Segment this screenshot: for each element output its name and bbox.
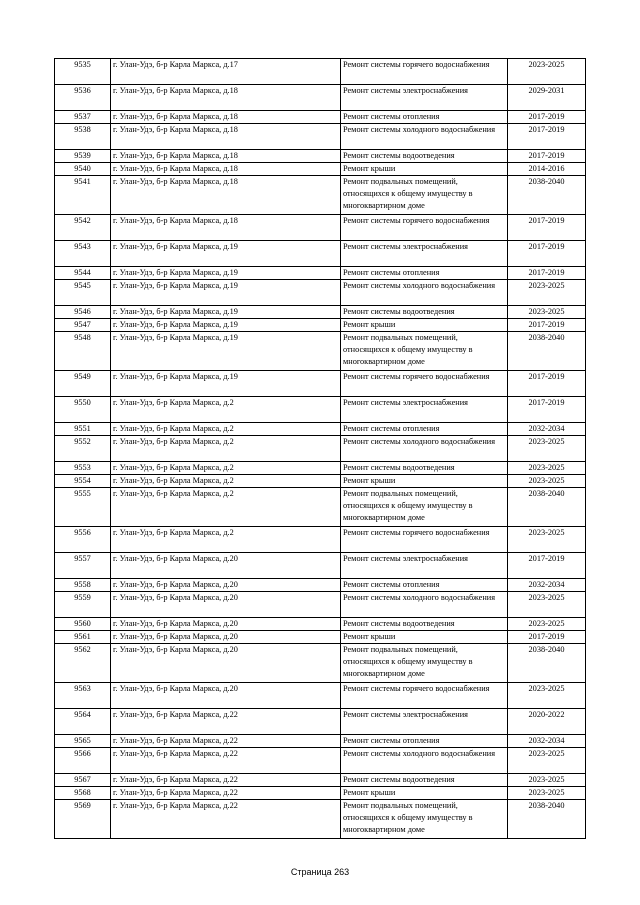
- row-number: 9568: [55, 787, 111, 800]
- table-row: [55, 579, 586, 592]
- row-period: 2038-2040: [508, 644, 586, 683]
- row-work-type: Ремонт системы горячего водоснабжения: [341, 371, 508, 397]
- row-number: 9559: [55, 592, 111, 618]
- row-address: г. Улан-Удэ, б-р Карла Маркса, д.18: [111, 111, 341, 124]
- row-period: 2017-2019: [508, 215, 586, 241]
- row-address: г. Улан-Удэ, б-р Карла Маркса, д.2: [111, 488, 341, 527]
- table-row: [55, 787, 586, 800]
- row-work-type: Ремонт системы холодного водоснабжения: [341, 436, 508, 462]
- row-work-type: Ремонт системы водоотведения: [341, 618, 508, 631]
- row-address: г. Улан-Удэ, б-р Карла Маркса, д.18: [111, 163, 341, 176]
- row-work-type: Ремонт системы холодного водоснабжения: [341, 280, 508, 306]
- table-row: [55, 215, 586, 241]
- row-work-type: Ремонт системы электроснабжения: [341, 397, 508, 423]
- row-period: 2023-2025: [508, 683, 586, 709]
- row-period: 2017-2019: [508, 397, 586, 423]
- row-number: 9548: [55, 332, 111, 371]
- table-row: [55, 748, 586, 774]
- table-row: [55, 800, 586, 839]
- row-period: 2017-2019: [508, 553, 586, 579]
- row-period: 2038-2040: [508, 488, 586, 527]
- row-number: 9538: [55, 124, 111, 150]
- table-row: [55, 150, 586, 163]
- table-row: [55, 462, 586, 475]
- row-period: 2023-2025: [508, 774, 586, 787]
- row-work-type: Ремонт системы водоотведения: [341, 774, 508, 787]
- row-address: г. Улан-Удэ, б-р Карла Маркса, д.19: [111, 280, 341, 306]
- row-number: 9547: [55, 319, 111, 332]
- table-body: [55, 59, 586, 839]
- row-number: 9556: [55, 527, 111, 553]
- table-row: [55, 85, 586, 111]
- row-address: г. Улан-Удэ, б-р Карла Маркса, д.20: [111, 618, 341, 631]
- row-address: г. Улан-Удэ, б-р Карла Маркса, д.2: [111, 527, 341, 553]
- row-period: 2023-2025: [508, 475, 586, 488]
- row-number: 9541: [55, 176, 111, 215]
- row-work-type: Ремонт системы электроснабжения: [341, 241, 508, 267]
- table-row: [55, 436, 586, 462]
- row-period: 2032-2034: [508, 423, 586, 436]
- row-number: 9535: [55, 59, 111, 85]
- row-work-type: Ремонт системы горячего водоснабжения: [341, 59, 508, 85]
- table-row: [55, 683, 586, 709]
- row-number: 9546: [55, 306, 111, 319]
- row-address: г. Улан-Удэ, б-р Карла Маркса, д.18: [111, 215, 341, 241]
- row-number: 9537: [55, 111, 111, 124]
- table-row: [55, 124, 586, 150]
- row-period: 2038-2040: [508, 332, 586, 371]
- row-work-type: Ремонт системы электроснабжения: [341, 709, 508, 735]
- row-address: г. Улан-Удэ, б-р Карла Маркса, д.19: [111, 241, 341, 267]
- row-address: г. Улан-Удэ, б-р Карла Маркса, д.20: [111, 683, 341, 709]
- table-row: [55, 475, 586, 488]
- page-number: Страница 263: [290, 867, 350, 877]
- row-number: 9555: [55, 488, 111, 527]
- row-number: 9563: [55, 683, 111, 709]
- row-number: 9552: [55, 436, 111, 462]
- row-number: 9566: [55, 748, 111, 774]
- row-address: г. Улан-Удэ, б-р Карла Маркса, д.22: [111, 709, 341, 735]
- row-work-type: Ремонт системы водоотведения: [341, 462, 508, 475]
- row-address: г. Улан-Удэ, б-р Карла Маркса, д.2: [111, 436, 341, 462]
- row-period: 2020-2022: [508, 709, 586, 735]
- table-row: [55, 553, 586, 579]
- row-address: г. Улан-Удэ, б-р Карла Маркса, д.19: [111, 306, 341, 319]
- row-address: г. Улан-Удэ, б-р Карла Маркса, д.19: [111, 319, 341, 332]
- row-work-type: Ремонт крыши: [341, 787, 508, 800]
- row-work-type: Ремонт подвальных помещений, относящихся к общему имуществу в многоквартирном доме: [341, 644, 508, 683]
- row-period: 2023-2025: [508, 527, 586, 553]
- row-work-type: Ремонт крыши: [341, 319, 508, 332]
- row-period: 2023-2025: [508, 436, 586, 462]
- row-number: 9569: [55, 800, 111, 839]
- row-period: 2017-2019: [508, 267, 586, 280]
- row-number: 9567: [55, 774, 111, 787]
- row-period: 2017-2019: [508, 319, 586, 332]
- table-row: [55, 631, 586, 644]
- table-row: [55, 371, 586, 397]
- row-work-type: Ремонт системы отопления: [341, 579, 508, 592]
- row-period: 2029-2031: [508, 85, 586, 111]
- table-row: [55, 527, 586, 553]
- row-work-type: Ремонт системы водоотведения: [341, 306, 508, 319]
- row-number: 9564: [55, 709, 111, 735]
- row-number: 9540: [55, 163, 111, 176]
- row-work-type: Ремонт крыши: [341, 163, 508, 176]
- row-number: 9551: [55, 423, 111, 436]
- row-period: 2023-2025: [508, 462, 586, 475]
- table-row: [55, 306, 586, 319]
- table-row: [55, 735, 586, 748]
- row-address: г. Улан-Удэ, б-р Карла Маркса, д.2: [111, 462, 341, 475]
- row-period: 2017-2019: [508, 124, 586, 150]
- row-address: г. Улан-Удэ, б-р Карла Маркса, д.2: [111, 397, 341, 423]
- row-number: 9560: [55, 618, 111, 631]
- row-address: г. Улан-Удэ, б-р Карла Маркса, д.19: [111, 332, 341, 371]
- row-address: г. Улан-Удэ, б-р Карла Маркса, д.20: [111, 579, 341, 592]
- row-number: 9544: [55, 267, 111, 280]
- row-work-type: Ремонт системы холодного водоснабжения: [341, 748, 508, 774]
- table-row: [55, 241, 586, 267]
- row-address: г. Улан-Удэ, б-р Карла Маркса, д.19: [111, 267, 341, 280]
- row-period: 2017-2019: [508, 111, 586, 124]
- row-address: г. Улан-Удэ, б-р Карла Маркса, д.22: [111, 735, 341, 748]
- row-period: 2017-2019: [508, 150, 586, 163]
- row-work-type: Ремонт подвальных помещений, относящихся к общему имуществу в многоквартирном доме: [341, 176, 508, 215]
- row-period: 2014-2016: [508, 163, 586, 176]
- table-row: [55, 319, 586, 332]
- row-period: 2032-2034: [508, 579, 586, 592]
- row-address: г. Улан-Удэ, б-р Карла Маркса, д.17: [111, 59, 341, 85]
- table-row: [55, 267, 586, 280]
- row-work-type: Ремонт системы отопления: [341, 423, 508, 436]
- row-address: г. Улан-Удэ, б-р Карла Маркса, д.22: [111, 787, 341, 800]
- row-address: г. Улан-Удэ, б-р Карла Маркса, д.18: [111, 85, 341, 111]
- row-address: г. Улан-Удэ, б-р Карла Маркса, д.22: [111, 774, 341, 787]
- table-row: [55, 592, 586, 618]
- row-work-type: Ремонт системы горячего водоснабжения: [341, 215, 508, 241]
- row-address: г. Улан-Удэ, б-р Карла Маркса, д.22: [111, 800, 341, 839]
- repair-schedule-table: [54, 58, 586, 839]
- table-row: [55, 709, 586, 735]
- row-number: 9536: [55, 85, 111, 111]
- row-work-type: Ремонт системы горячего водоснабжения: [341, 527, 508, 553]
- table-row: [55, 774, 586, 787]
- table-row: [55, 280, 586, 306]
- row-number: 9542: [55, 215, 111, 241]
- row-period: 2023-2025: [508, 618, 586, 631]
- row-work-type: Ремонт системы отопления: [341, 111, 508, 124]
- row-address: г. Улан-Удэ, б-р Карла Маркса, д.18: [111, 150, 341, 163]
- row-address: г. Улан-Удэ, б-р Карла Маркса, д.19: [111, 371, 341, 397]
- row-period: 2017-2019: [508, 371, 586, 397]
- row-address: г. Улан-Удэ, б-р Карла Маркса, д.22: [111, 748, 341, 774]
- row-work-type: Ремонт системы горячего водоснабжения: [341, 683, 508, 709]
- row-work-type: Ремонт системы водоотведения: [341, 150, 508, 163]
- row-work-type: Ремонт подвальных помещений, относящихся к общему имуществу в многоквартирном доме: [341, 332, 508, 371]
- table-row: [55, 644, 586, 683]
- row-period: 2023-2025: [508, 280, 586, 306]
- row-address: г. Улан-Удэ, б-р Карла Маркса, д.2: [111, 423, 341, 436]
- row-work-type: Ремонт крыши: [341, 475, 508, 488]
- row-number: 9539: [55, 150, 111, 163]
- row-work-type: Ремонт подвальных помещений, относящихся к общему имуществу в многоквартирном доме: [341, 488, 508, 527]
- row-number: 9565: [55, 735, 111, 748]
- table-row: [55, 163, 586, 176]
- row-period: 2017-2019: [508, 631, 586, 644]
- table-row: [55, 397, 586, 423]
- row-address: г. Улан-Удэ, б-р Карла Маркса, д.20: [111, 631, 341, 644]
- row-number: 9550: [55, 397, 111, 423]
- row-period: 2023-2025: [508, 592, 586, 618]
- row-period: 2032-2034: [508, 735, 586, 748]
- row-address: г. Улан-Удэ, б-р Карла Маркса, д.18: [111, 176, 341, 215]
- row-number: 9561: [55, 631, 111, 644]
- row-number: 9543: [55, 241, 111, 267]
- row-address: г. Улан-Удэ, б-р Карла Маркса, д.20: [111, 592, 341, 618]
- row-number: 9553: [55, 462, 111, 475]
- row-work-type: Ремонт крыши: [341, 631, 508, 644]
- row-address: г. Улан-Удэ, б-р Карла Маркса, д.2: [111, 475, 341, 488]
- row-number: 9554: [55, 475, 111, 488]
- row-work-type: Ремонт системы электроснабжения: [341, 553, 508, 579]
- row-address: г. Улан-Удэ, б-р Карла Маркса, д.18: [111, 124, 341, 150]
- table-row: [55, 59, 586, 85]
- row-work-type: Ремонт системы холодного водоснабжения: [341, 592, 508, 618]
- row-period: 2023-2025: [508, 306, 586, 319]
- row-work-type: Ремонт подвальных помещений, относящихся к общему имуществу в многоквартирном доме: [341, 800, 508, 839]
- row-work-type: Ремонт системы отопления: [341, 267, 508, 280]
- row-period: 2023-2025: [508, 748, 586, 774]
- table-row: [55, 111, 586, 124]
- row-address: г. Улан-Удэ, б-р Карла Маркса, д.20: [111, 644, 341, 683]
- table-row: [55, 618, 586, 631]
- row-work-type: Ремонт системы холодного водоснабжения: [341, 124, 508, 150]
- table-row: [55, 423, 586, 436]
- row-period: 2023-2025: [508, 787, 586, 800]
- row-address: г. Улан-Удэ, б-р Карла Маркса, д.20: [111, 553, 341, 579]
- table-row: [55, 332, 586, 371]
- row-number: 9545: [55, 280, 111, 306]
- row-work-type: Ремонт системы отопления: [341, 735, 508, 748]
- row-number: 9557: [55, 553, 111, 579]
- row-period: 2017-2019: [508, 241, 586, 267]
- row-period: 2038-2040: [508, 176, 586, 215]
- row-number: 9558: [55, 579, 111, 592]
- row-number: 9562: [55, 644, 111, 683]
- row-period: 2023-2025: [508, 59, 586, 85]
- table-row: [55, 488, 586, 527]
- table-row: [55, 176, 586, 215]
- row-period: 2038-2040: [508, 800, 586, 839]
- row-number: 9549: [55, 371, 111, 397]
- row-work-type: Ремонт системы электроснабжения: [341, 85, 508, 111]
